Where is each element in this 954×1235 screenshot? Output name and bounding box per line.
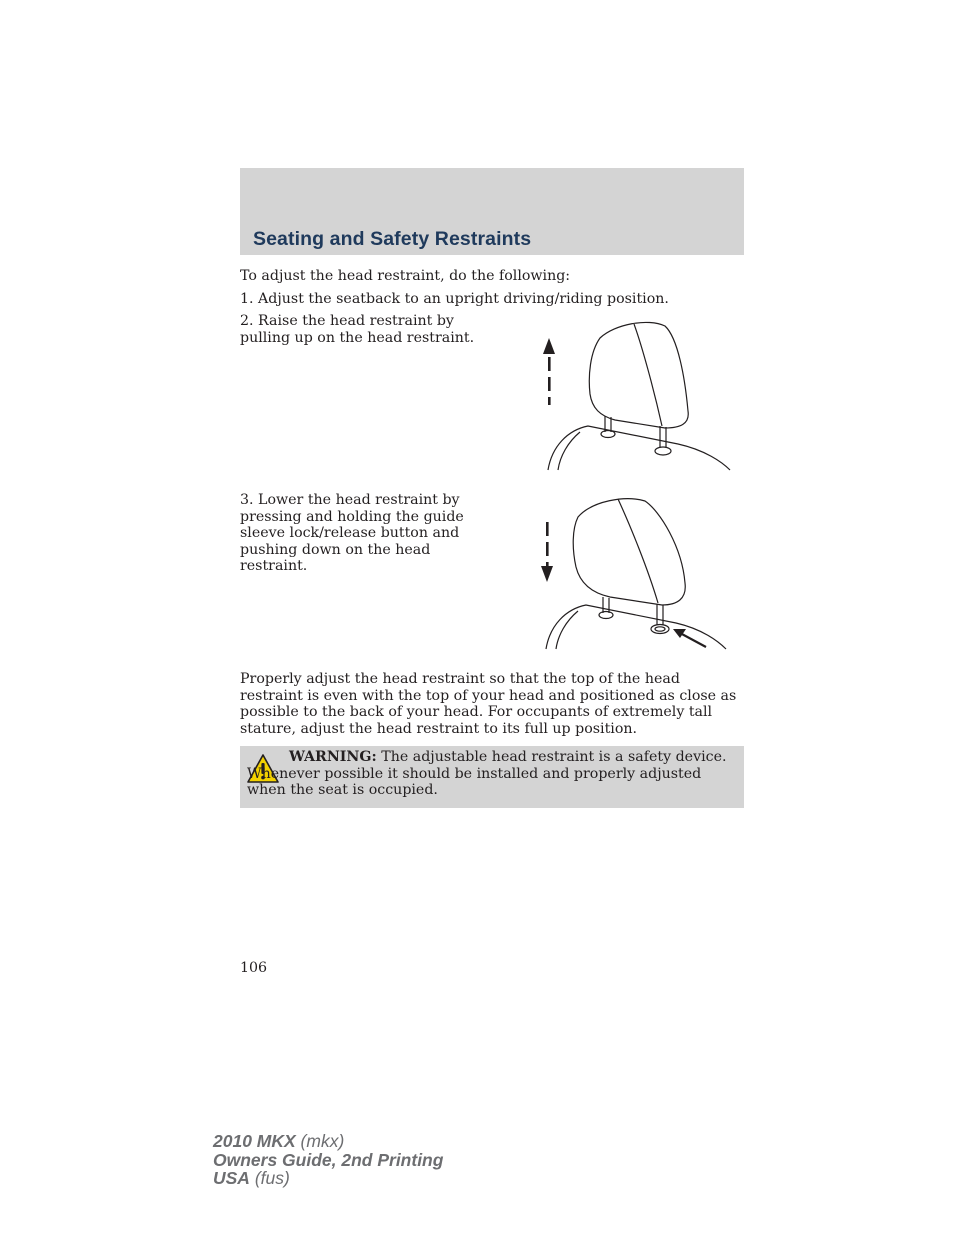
section-title: Seating and Safety Restraints xyxy=(253,228,532,250)
footer-market-code: (fus) xyxy=(249,1168,290,1188)
section-header-band xyxy=(240,168,744,255)
seatback-outline xyxy=(548,426,730,470)
footer-model: 2010 MKX xyxy=(213,1131,296,1151)
headrest-outline xyxy=(573,499,685,605)
warning-text xyxy=(247,749,737,799)
footer-market: USA xyxy=(213,1168,250,1188)
footer-model-code: (mkx) xyxy=(295,1131,345,1151)
intro-text: To adjust the head restraint, do the following: xyxy=(240,268,571,284)
footer-line-3 xyxy=(213,1169,443,1188)
raise-head-restraint-illustration xyxy=(530,316,735,476)
footer xyxy=(213,1132,443,1188)
headrest-post-left xyxy=(603,597,609,613)
proper-adjustment-text: Properly adjust the head restraint so that the top of the head restraint is even with the top of your head and positioned as close as possible to the back of your head. For occupants of extremely tall stature, adjust the head restraint to its full up position. xyxy=(240,671,737,737)
step-3-text: 3. Lower the head restraint by pressing and holding the guide sleeve lock/release button and pushing down on the head restraint. xyxy=(240,492,464,575)
headrest-post-right xyxy=(660,426,666,448)
lower-head-restraint-illustration xyxy=(530,495,735,655)
arrow-down-icon xyxy=(541,522,553,582)
arrow-up-icon xyxy=(543,338,555,405)
warning-box xyxy=(240,746,744,808)
page-number: 106 xyxy=(240,960,268,976)
footer-line-2: Owners Guide, 2nd Printing xyxy=(213,1149,444,1170)
warning-body: The adjustable head restraint is a safety device. Whenever possible it should be installed and properly adjusted when the seat is occupied. xyxy=(247,749,727,799)
warning-label: WARNING: xyxy=(289,749,377,765)
footer-line-1 xyxy=(213,1132,443,1151)
headrest-post-right xyxy=(657,604,663,625)
step-1-text: 1. Adjust the seatback to an upright driving/riding position. xyxy=(240,291,669,307)
step-2-text: 2. Raise the head restraint by pulling up on the head restraint. xyxy=(240,313,475,346)
